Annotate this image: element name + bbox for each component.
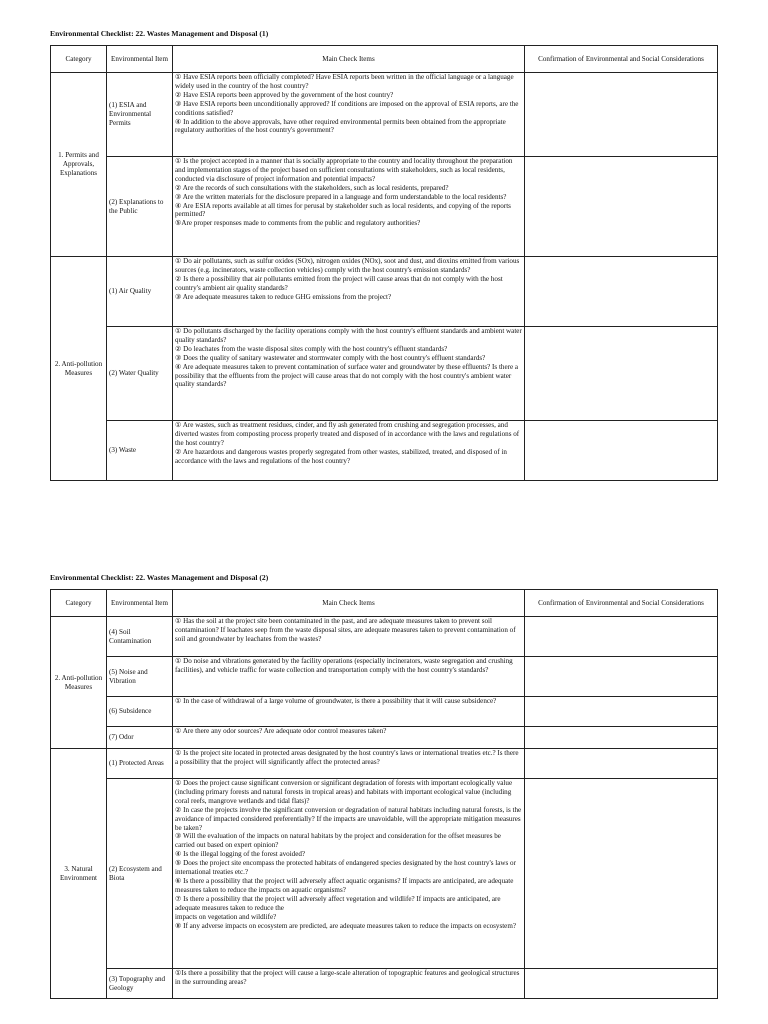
category-cell: 2. Anti-pollution Measures (51, 617, 107, 749)
check-items-cell (173, 749, 525, 779)
check-items-cell (173, 73, 525, 157)
item-cell: (1) Air Quality (107, 257, 173, 327)
check-items-cell (173, 327, 525, 421)
item-cell: (2) Water Quality (107, 327, 173, 421)
check-item: ① Is the project site located in protected areas designated by the host country's laws or international treaties etc.? Is there a possibility that the project will significantly affect the protected areas? (175, 749, 519, 766)
check-items-cell (173, 697, 525, 727)
header-category: Category (51, 46, 107, 73)
check-item: ② Have ESIA reports been approved by the government of the host country? (175, 90, 394, 99)
confirmation-cell[interactable] (525, 327, 718, 421)
item-cell: (2) Ecosystem and Biota (107, 779, 173, 969)
check-item: ④ In addition to the above approvals, have other required environmental permits been obtained from the appropriate regulatory authorities of the host country's government? (175, 117, 506, 135)
table-row (51, 727, 718, 749)
table-row (51, 327, 718, 421)
category-cell: 1. Permits and Approvals, Explanations (51, 73, 107, 257)
item-cell: (3) Topography and Geology (107, 969, 173, 999)
item-cell: (4) Soil Contamination (107, 617, 173, 657)
check-items-cell (173, 157, 525, 257)
header-environmental-item: Environmental Item (107, 590, 173, 617)
check-item: ④ Are adequate measures taken to prevent contamination of surface water and groundwater by these effluents? Is there a possibility that the effluents from the project will cause areas that do not comply with the host country's ambient water quality standards? (175, 362, 519, 389)
header-row (51, 46, 718, 73)
check-item: ⑦ Is there a possibility that the project will adversely affect vegetation and wildlife? If impacts are anticipated, are adequate measures taken to reduce the (175, 894, 501, 912)
check-items-cell (173, 421, 525, 481)
check-item: ① Are wastes, such as treatment residues, cinder, and fly ash generated from crushing and segregation processes, and diverted wastes from composting process properly treated and disposed of in accordance with the laws and regulations of the host country? (175, 421, 520, 447)
item-cell: (5) Noise and Vibration (107, 657, 173, 697)
header-confirmation: Confirmation of Environmental and Social Considerations (525, 46, 718, 73)
checklist-table (50, 45, 718, 481)
item-cell: (3) Waste (107, 421, 173, 481)
check-item: ③ Will the evaluation of the impacts on natural habitats by the project and consideration for the offset measures be carried out based on expert opinion? (175, 832, 501, 850)
check-item: ② Is there a possibility that air pollutants emitted from the project will cause areas that do not comply with the host country's ambient air quality standards? (175, 274, 503, 292)
confirmation-cell[interactable] (525, 157, 718, 257)
check-item: ② Are hazardous and dangerous wastes properly segregated from other wastes, stabilized, treated, and disposed of in accordance with the laws and regulations of the host country? (175, 447, 507, 465)
checklist-table (50, 589, 718, 999)
item-cell: (1) ESIA and Environmental Permits (107, 73, 173, 157)
checklist-section-1 (50, 29, 717, 481)
checklist-section-2 (50, 573, 717, 999)
check-item: ④ Is the illegal logging of the forest avoided? (175, 850, 306, 859)
table-row (51, 617, 718, 657)
check-item: ⑧ If any adverse impacts on ecosystem are predicted, are adequate measures taken to reduce the impacts on ecosystem? (175, 921, 517, 930)
check-item: ① Are there any odor sources? Are adequate odor control measures taken? (175, 727, 387, 735)
header-category: Category (51, 590, 107, 617)
check-items-cell (173, 617, 525, 657)
table-row (51, 749, 718, 779)
confirmation-cell[interactable] (525, 779, 718, 969)
check-item: ② In case the projects involve the significant conversion or degradation of natural habitats including natural forests, is the avoidance of impacted considered preferentially? If the impacts are unavoidable, will the appropriate mitigation measures be taken? (175, 805, 522, 832)
check-items-cell (173, 727, 525, 749)
check-items-cell (173, 257, 525, 327)
check-items-cell (173, 657, 525, 697)
check-item: ③ Are the written materials for the disclosure prepared in a language and form understandable to the local residents? (175, 192, 507, 201)
item-cell: (2) Explanations to the Public (107, 157, 173, 257)
check-item: ① Do noise and vibrations generated by the facility operations (especially incinerators, waste segregation and crushing facilities), and vehicle traffic for waste collection and transportation comply with the host country's standards? (175, 657, 513, 674)
table-row (51, 421, 718, 481)
check-items-cell (173, 969, 525, 999)
header-main-check-items: Main Check Items (173, 46, 525, 73)
category-cell: 3. Natural Environment (51, 749, 107, 999)
table-row (51, 257, 718, 327)
confirmation-cell[interactable] (525, 969, 718, 999)
table-row (51, 157, 718, 257)
section-title: Environmental Checklist: 22. Wastes Management and Disposal (2) (50, 573, 269, 582)
check-item: ④ Are ESIA reports available at all times for perusal by stakeholder such as local residents, and copying of the reports permitted? (175, 201, 511, 219)
check-item: ①Is there a possibility that the project will cause a large-scale alteration of topographic features and geological structures in the surrounding areas? (175, 969, 520, 986)
check-item: ① Do air pollutants, such as sulfur oxides (SOx), nitrogen oxides (NOx), soot and dust, and dioxins emitted from various sources (e.g. incinerators, waste collection vehicles) comply with the host country's emission standards? (175, 257, 520, 274)
check-item: ⑤ Does the project site encompass the protected habitats of endangered species designated by the host country's laws or international treaties etc.? (175, 859, 516, 877)
check-item: ③ Does the quality of sanitary wastewater and stormwater comply with the host country's effluent standards? (175, 353, 486, 362)
confirmation-cell[interactable] (525, 257, 718, 327)
header-confirmation: Confirmation of Environmental and Social Considerations (525, 590, 718, 617)
table-row (51, 779, 718, 969)
table-row (51, 969, 718, 999)
item-cell: (7) Odor (107, 727, 173, 749)
header-row (51, 590, 718, 617)
table-row (51, 73, 718, 157)
table-row (51, 657, 718, 697)
check-item: ① Has the soil at the project site been contaminated in the past, and are adequate measures taken to prevent soil contamination? If leachates seep from the waste disposal sites, are adequate measures taken to prevent contamination of soil and groundwater by leachates from the wastes? (175, 617, 516, 643)
confirmation-cell[interactable] (525, 617, 718, 657)
check-items-cell (173, 779, 525, 969)
check-item: ② Do leachates from the waste disposal sites comply with the host country's effluent standards? (175, 344, 448, 353)
header-main-check-items: Main Check Items (173, 590, 525, 617)
check-item: ⑥ Is there a possibility that the project will adversely affect aquatic organisms? If impacts are anticipated, are adequate measures taken to reduce the impacts on aquatic organisms? (175, 876, 514, 894)
confirmation-cell[interactable] (525, 421, 718, 481)
check-item: ① Have ESIA reports been officially completed? Have ESIA reports been written in the official language or a language widely used in the country of the host country? (175, 73, 514, 90)
check-item: impacts on vegetation and wildlife? (175, 912, 277, 921)
check-item: ③ Are adequate measures taken to reduce GHG emissions from the project? (175, 292, 392, 301)
check-item: ① Does the project cause significant conversion or significant degradation of forests with important ecologically value (including primary forests and natural forests in tropical areas) and habitats with important ecological value (including coral reefs, mangrove wetlands and tidal flats)? (175, 779, 513, 805)
check-item: ① Do pollutants discharged by the facility operations comply with the host country's effluent standards and ambient water quality standards? (175, 327, 522, 344)
check-item: ② Are the records of such consultations with the stakeholders, such as local residents, prepared? (175, 183, 449, 192)
check-item: ③ Have ESIA reports been unconditionally approved? If conditions are imposed on the approval of ESIA reports, are the conditions satisfied? (175, 99, 519, 117)
confirmation-cell[interactable] (525, 727, 718, 749)
table-row (51, 697, 718, 727)
check-item: ① In the case of withdrawal of a large volume of groundwater, is there a possibility that it will cause subsidence? (175, 697, 497, 705)
check-item: ① Is the project accepted in a manner that is socially appropriate to the country and locality throughout the preparation and implementation stages of the project based on sufficient consultations with stakeholders, such as local residents, conducted via disclosure of project information and potential impacts? (175, 157, 513, 183)
header-environmental-item: Environmental Item (107, 46, 173, 73)
category-cell: 2. Anti-pollution Measures (51, 257, 107, 481)
confirmation-cell[interactable] (525, 749, 718, 779)
check-item: ⑤Are proper responses made to comments from the public and regulatory authorities? (175, 219, 421, 228)
section-title: Environmental Checklist: 22. Wastes Management and Disposal (1) (50, 29, 269, 38)
item-cell: (1) Protected Areas (107, 749, 173, 779)
confirmation-cell[interactable] (525, 657, 718, 697)
confirmation-cell[interactable] (525, 697, 718, 727)
confirmation-cell[interactable] (525, 73, 718, 157)
item-cell: (6) Subsidence (107, 697, 173, 727)
